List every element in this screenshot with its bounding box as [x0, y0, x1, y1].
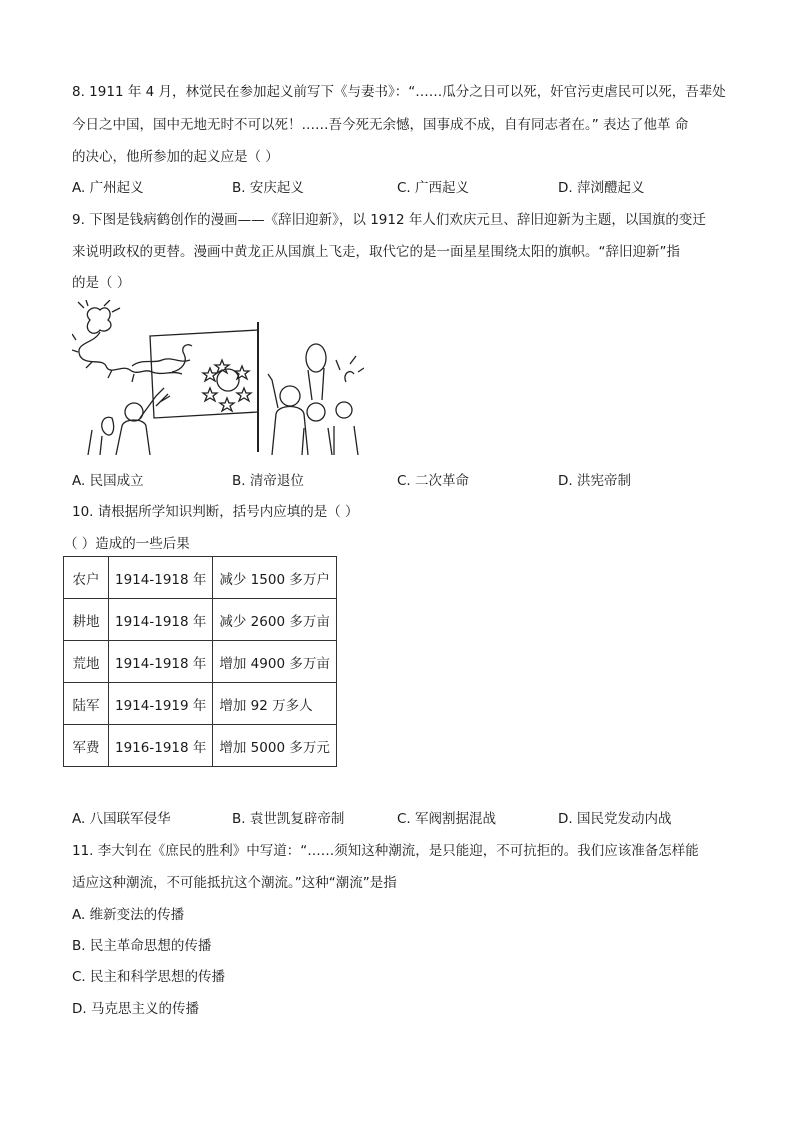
q10-line-1: 10. 请根据所学知识判断，括号内应填的是（ ）: [72, 504, 359, 520]
q10-option-d[interactable]: D. 国民党发动内战: [558, 811, 672, 827]
q9-line-3: 的是（ ）: [72, 275, 131, 291]
q8-options: [72, 176, 732, 194]
q9-option-b[interactable]: B. 清帝退位: [232, 473, 304, 489]
table-cell: 增加 4900 多万亩: [213, 641, 336, 683]
q8-line-2: 今日之中国，国中无地无时不可以死！……吾今死无余憾，国事成不成，自有同志者在。” 表达了他革 命: [72, 117, 689, 133]
table-row: [64, 725, 337, 767]
q8-line-3: 的决心，他所参加的起义应是（ ）: [72, 149, 279, 165]
q8-option-b[interactable]: B. 安庆起义: [232, 180, 304, 196]
q9-line-2: 来说明政权的更替。漫画中黄龙正从国旗上飞走，取代它的是一面星星围绕太阳的旗帜。“辞旧迎新”指: [72, 244, 680, 260]
q11-line-1: 11. 李大钊在《庶民的胜利》中写道：“……须知这种潮流，是只能迎，不可抗拒的。我们应该准备怎样能: [72, 843, 699, 859]
q10-options: [72, 807, 732, 825]
table-cell: 增加 92 万多人: [213, 683, 336, 725]
q8-option-a[interactable]: A. 广州起义: [72, 180, 144, 196]
cartoon-illustration: [72, 300, 364, 455]
q11-option-c[interactable]: C. 民主和科学思想的传播: [72, 969, 226, 985]
table-row: [64, 683, 337, 725]
q9-options: [72, 469, 732, 487]
table-cell: 1916-1918 年: [109, 725, 213, 767]
stars-ring: [203, 360, 251, 411]
q9-option-d[interactable]: D. 洪宪帝制: [558, 473, 631, 489]
table-cell: 1914-1918 年: [109, 641, 213, 683]
table-row: [64, 557, 337, 599]
table-row: [64, 641, 337, 683]
q9-line-1: 9. 下图是钱病鹤创作的漫画——《辞旧迎新》，以 1912 年人们欢庆元旦、辞旧迎新为主题，以国旗的变迁: [72, 212, 706, 228]
right-figures: [268, 344, 364, 455]
q8-line-1: 8. 1911 年 4 月，林觉民在参加起义前写下《与妻书》：“……瓜分之日可以死，奸官污吏虐民可以死，吾辈处: [72, 84, 726, 100]
table-cell: 1914-1919 年: [109, 683, 213, 725]
q9-option-a[interactable]: A. 民国成立: [72, 473, 144, 489]
q11-option-a[interactable]: A. 维新变法的传播: [72, 907, 185, 923]
table-row: [64, 599, 337, 641]
q10-option-a[interactable]: A. 八国联军侵华: [72, 811, 171, 827]
q8-option-d[interactable]: D. 萍浏醴起义: [558, 180, 645, 196]
q9-option-c[interactable]: C. 二次革命: [397, 473, 470, 489]
q11-option-d[interactable]: D. 马克思主义的传播: [72, 1001, 199, 1017]
table-cell: 1914-1918 年: [109, 599, 213, 641]
table-cell: 陆军: [64, 683, 109, 725]
table-cell: 军费: [64, 725, 109, 767]
table-cell: 荒地: [64, 641, 109, 683]
table-cell: 减少 1500 多万户: [213, 557, 336, 599]
q10-option-c[interactable]: C. 军阀割据混战: [397, 811, 497, 827]
consequences-table: [63, 556, 337, 767]
table-cell: 耕地: [64, 599, 109, 641]
q10-option-b[interactable]: B. 袁世凯复辟帝制: [232, 811, 345, 827]
q11-line-2: 适应这种潮流，不可能抵抗这个潮流。”这种“潮流”是指: [72, 875, 397, 891]
q8-option-c[interactable]: C. 广西起义: [397, 180, 470, 196]
left-figures: [88, 388, 170, 455]
q10-table-caption: （ ）造成的一些后果: [64, 536, 190, 552]
dragon-drawing: [72, 300, 192, 382]
q11-option-b[interactable]: B. 民主革命思想的传播: [72, 938, 212, 954]
table-cell: 减少 2600 多万亩: [213, 599, 336, 641]
table-cell: 1914-1918 年: [109, 557, 213, 599]
table-cell: 增加 5000 多万元: [213, 725, 336, 767]
table-cell: 农户: [64, 557, 109, 599]
